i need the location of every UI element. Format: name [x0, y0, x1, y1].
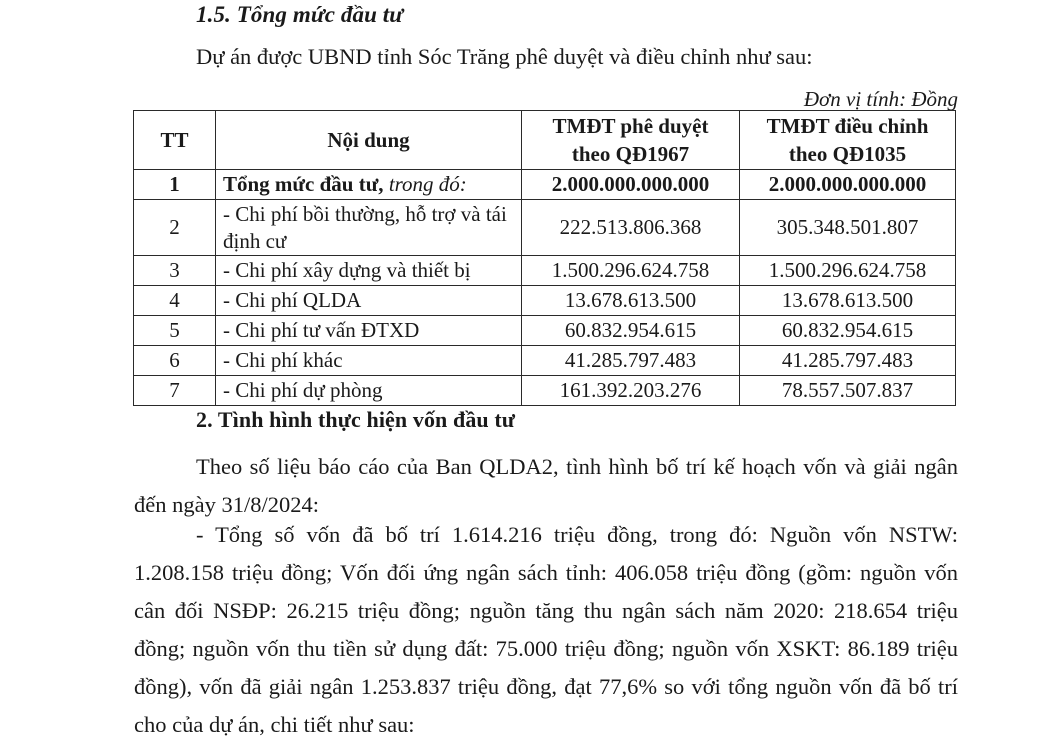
cell-name: - Chi phí khác: [216, 346, 522, 376]
table-row: [134, 316, 956, 346]
budget-table-container: [133, 110, 955, 406]
table-row: [134, 200, 956, 256]
column-header-tmdt-dieu-chinh: [740, 111, 956, 170]
section-heading-1-5: 1.5. Tổng mức đầu tư: [196, 2, 404, 27]
cell-adjusted: 13.678.613.500: [740, 286, 956, 316]
table-row: [134, 376, 956, 406]
cell-tt: 3: [134, 256, 216, 286]
table-header-row: [134, 111, 956, 170]
cell-adjusted: 305.348.501.807: [740, 200, 956, 256]
intro-paragraph: Dự án được UBND tỉnh Sóc Trăng phê duyệt và điều chỉnh như sau:: [196, 44, 813, 69]
cell-tt: 1: [134, 170, 216, 200]
cell-tt: 6: [134, 346, 216, 376]
cell-name: - Chi phí tư vấn ĐTXD: [216, 316, 522, 346]
cell-name: - Chi phí QLDA: [216, 286, 522, 316]
column-header-line1: TMĐT điều chỉnh: [766, 114, 929, 138]
cell-approved: 1.500.296.624.758: [522, 256, 740, 286]
cell-approved: 60.832.954.615: [522, 316, 740, 346]
cell-approved: 41.285.797.483: [522, 346, 740, 376]
cell-approved: 2.000.000.000.000: [522, 170, 740, 200]
cell-name: - Chi phí dự phòng: [216, 376, 522, 406]
cell-tt: 2: [134, 200, 216, 256]
cell-name: [216, 170, 522, 200]
cell-name: - Chi phí bồi thường, hỗ trợ và tái định cư: [216, 200, 522, 256]
cell-adjusted: 41.285.797.483: [740, 346, 956, 376]
column-header-tt: TT: [134, 111, 216, 170]
budget-table: [133, 110, 956, 406]
column-header-noi-dung: Nội dung: [216, 111, 522, 170]
section-heading-2: 2. Tình hình thực hiện vốn đầu tư: [196, 407, 516, 432]
table-row: [134, 346, 956, 376]
table-row: [134, 286, 956, 316]
cell-name-italic: trong đó:: [388, 172, 467, 196]
cell-tt: 4: [134, 286, 216, 316]
table-row: [134, 170, 956, 200]
cell-tt: 5: [134, 316, 216, 346]
cell-approved: 222.513.806.368: [522, 200, 740, 256]
column-header-line2: theo QĐ1967: [571, 142, 690, 166]
cell-tt: 7: [134, 376, 216, 406]
cell-adjusted: 2.000.000.000.000: [740, 170, 956, 200]
cell-approved: 13.678.613.500: [522, 286, 740, 316]
capital-allocation-paragraph: - Tổng số vốn đã bố trí 1.614.216 triệu đồng, trong đó: Nguồn vốn NSTW: 1.208.158 triệu đồng; Vốn đối ứng ngân sách tỉnh: 406.058 triệu đồng (gồm: nguồn vốn cân đối NSĐP: 26.215 triệu đồng; nguồn tăng thu ngân sách năm 2020: 218.654 triệu đồng; nguồn vốn thu tiền sử dụng đất: 75.000 triệu đồng; nguồn vốn XSKT: 86.189 triệu đồng), vốn đã giải ngân 1.253.837 triệu đồng, đạt 77,6% so với tổng nguồn vốn đã bố trí cho của dự án, chi tiết như sau:: [134, 522, 958, 737]
cell-name-bold: Tổng mức đầu tư,: [223, 172, 384, 196]
cell-adjusted: 1.500.296.624.758: [740, 256, 956, 286]
unit-note: Đơn vị tính: Đồng: [803, 87, 958, 111]
cell-adjusted: 78.557.507.837: [740, 376, 956, 406]
cell-name: - Chi phí xây dựng và thiết bị: [216, 256, 522, 286]
table-row: [134, 256, 956, 286]
column-header-tmdt-phe-duyet: [522, 111, 740, 170]
column-header-line1: TMĐT phê duyệt: [552, 114, 709, 138]
report-paragraph: Theo số liệu báo cáo của Ban QLDA2, tình hình bố trí kế hoạch vốn và giải ngân đến ngày 31/8/2024:: [134, 454, 958, 517]
cell-approved: 161.392.203.276: [522, 376, 740, 406]
column-header-line2: theo QĐ1035: [788, 142, 907, 166]
cell-adjusted: 60.832.954.615: [740, 316, 956, 346]
